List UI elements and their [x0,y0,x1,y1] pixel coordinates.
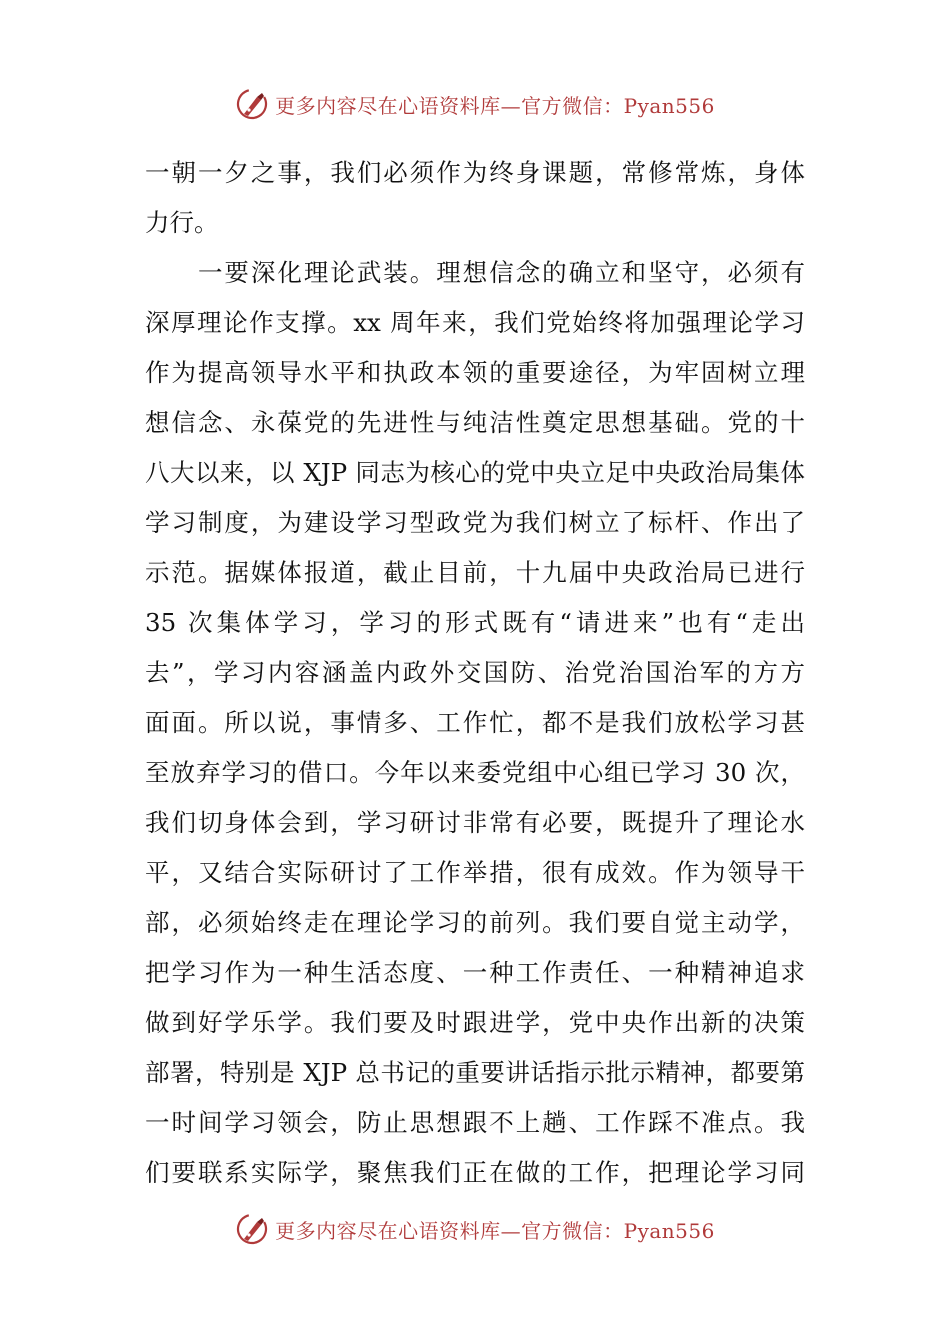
body-line: 把学习作为一种生活态度、一种工作责任、一种精神追求 [145,958,805,987]
body-line: 做到好学乐学。我们要及时跟进学，党中央作出新的决策 [145,1008,805,1037]
body-line: 八大以来，以 XJP 同志为核心的党中央立足中央政治局集体 [145,458,805,487]
body-line: 至放弃学习的借口。今年以来委党组中心组已学习 30 次， [145,758,805,787]
body-line: 们要联系实际学，聚焦我们正在做的工作，把理论学习同 [145,1158,805,1187]
body-line: 去”，学习内容涵盖内政外交国防、治党治国治军的方方 [145,658,805,687]
body-line: 想信念、永葆党的先进性与纯洁性奠定思想基础。党的十 [145,408,805,437]
pen-nib-circle-icon [235,1212,269,1246]
body-line: 平，又结合实际研讨了工作举措，很有成效。作为领导干 [145,858,805,887]
header-watermark-banner [0,82,950,126]
pen-nib-circle-icon [235,87,269,121]
body-line: 面面。所以说，事情多、工作忙，都不是我们放松学习甚 [145,708,805,737]
header-watermark-text: 更多内容尽在心语资料库—官方微信：Pyan556 [275,93,715,118]
body-line: 部，必须始终走在理论学习的前列。我们要自觉主动学， [145,908,805,937]
body-line: 力行。 [145,208,219,237]
body-line: 一朝一夕之事，我们必须作为终身课题，常修常炼，身体 [145,158,805,187]
body-line: 部署，特别是 XJP 总书记的重要讲话指示批示精神，都要第 [145,1058,805,1087]
body-line: 作为提高领导水平和执政本领的重要途径，为牢固树立理 [145,358,805,387]
body-line: 我们切身体会到，学习研讨非常有必要，既提升了理论水 [145,808,805,837]
body-line: 一要深化理论武装。理想信念的确立和坚守，必须有 [145,258,805,287]
body-line: 一时间学习领会，防止思想跟不上趟、工作踩不准点。我 [145,1108,805,1137]
body-line: 示范。据媒体报道，截止目前，十九届中央政治局已进行 [145,558,805,587]
footer-watermark-banner [0,1207,950,1251]
body-line: 学习制度，为建设学习型政党为我们树立了标杆、作出了 [145,508,805,537]
footer-watermark-text: 更多内容尽在心语资料库—官方微信：Pyan556 [275,1218,715,1243]
document-body [145,148,805,1198]
body-line: 深厚理论作支撑。xx 周年来，我们党始终将加强理论学习 [145,308,805,337]
body-line: 35 次集体学习，学习的形式既有“请进来”也有“走出 [145,608,805,637]
